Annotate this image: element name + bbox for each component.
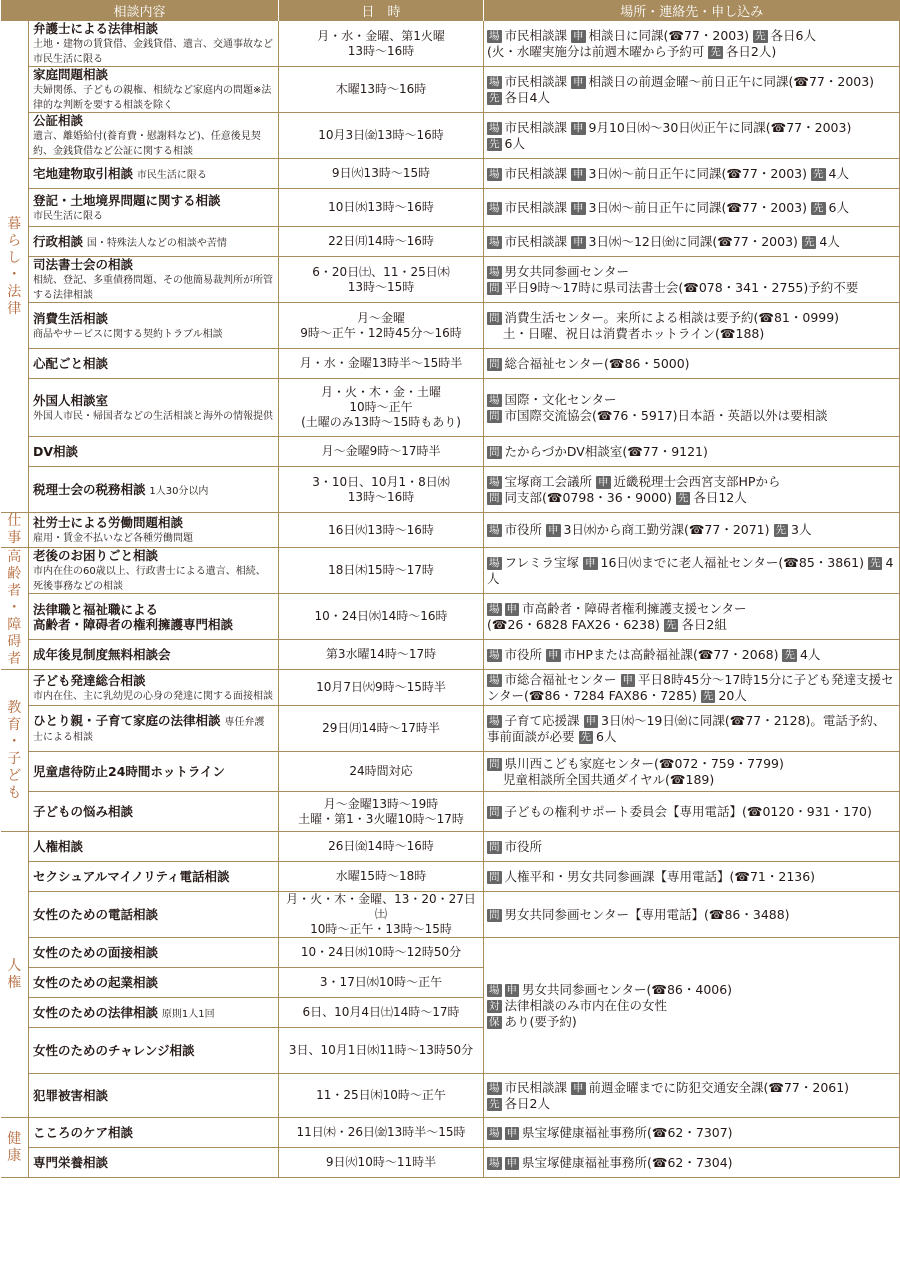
- place-cell: [484, 1074, 900, 1118]
- tag-toi: 問: [489, 445, 500, 458]
- place-text: 市民相談課: [504, 233, 568, 249]
- tag-toi: 問: [489, 409, 500, 422]
- tag-ba: 場: [489, 556, 500, 569]
- consultation-note: 原則1人1回: [161, 1008, 215, 1020]
- consultation-note: 市民生活に限る: [33, 210, 103, 222]
- tag-mo: 申: [506, 1156, 518, 1169]
- tag-mo: 申: [573, 75, 584, 88]
- tag-toi: 問: [489, 805, 500, 818]
- tag-sen: 先: [489, 1097, 500, 1110]
- consultation-name: 宅地建物取引相談: [33, 165, 134, 181]
- tag-sen: 先: [489, 137, 500, 150]
- schedule-cell: 月・水・金曜13時半～15時半: [279, 349, 484, 379]
- place-text: 消費生活センター。来所による相談は要予約(☎81・0999): [504, 309, 840, 325]
- consultation-cell: [29, 862, 279, 892]
- tag-mo: 申: [573, 1081, 584, 1094]
- place-text: 各日2組: [681, 616, 727, 632]
- tag-sen: 先: [813, 201, 824, 214]
- table-row: [1, 862, 900, 892]
- consultation-name: 税理士会の税務相談: [33, 481, 146, 497]
- place-cell: [484, 379, 900, 437]
- consultation-note: 夫婦関係、子どもの親権、相続など家庭内の問題※法律的な判断を要する相談を除く: [33, 85, 272, 111]
- place-cell: [484, 257, 900, 303]
- place-text: 4人: [819, 233, 840, 249]
- place-text: 男女共同参画センター【専用電話】(☎86・3488): [504, 906, 790, 922]
- place-text: 4人: [799, 646, 821, 662]
- place-text: 3人: [791, 522, 812, 537]
- consultation-name: 人権相談: [33, 839, 84, 854]
- table-row: [1, 832, 900, 862]
- tag-ba: 場: [489, 1081, 500, 1094]
- place-text: 9月10日㈬～30日㈫正午に同課(☎77・2003): [588, 119, 852, 135]
- schedule-cell: 10・24日㈬10時～12時50分: [279, 938, 484, 968]
- place-text: 各日12人: [693, 489, 747, 505]
- category-kyouiku: 教 育 ・ 子 ど も: [1, 670, 29, 832]
- schedule-cell: 3日、10月1日㈬11時～13時50分: [279, 1028, 484, 1074]
- table-row: [1, 349, 900, 379]
- category-jinken: 人 権: [1, 832, 29, 1118]
- tag-toi: 問: [489, 311, 500, 324]
- schedule-cell: 月～金曜 9時～正午・12時45分～16時: [279, 303, 484, 349]
- consultation-cell: [29, 640, 279, 670]
- tag-mo: 申: [548, 648, 559, 661]
- tag-sen: 先: [702, 689, 714, 702]
- consultation-note: 商品やサービスに関する契約トラブル相談: [33, 328, 223, 340]
- consultation-note: 土地・建物の賃貸借、金銭貸借、遺言、交通事故など市民生活に限る: [33, 39, 273, 65]
- consultation-name: 弁護士による法律相談: [33, 21, 159, 36]
- schedule-cell: 24時間対応: [279, 752, 484, 792]
- place-text: 6人: [828, 199, 849, 215]
- tag-ba: 場: [489, 602, 500, 615]
- consultation-cell: [29, 257, 279, 303]
- tag-mo: 申: [573, 121, 584, 134]
- place-text: (☎26・6828 FAX26・6238): [487, 616, 660, 632]
- schedule-cell: 月～金曜13時～19時 土曜・第1・3火曜10時～17時: [279, 792, 484, 832]
- place-cell: [484, 640, 900, 670]
- table-row: [1, 437, 900, 467]
- tag-mo: 申: [622, 673, 634, 686]
- place-cell: [484, 1118, 900, 1148]
- place-text: 市民相談課: [504, 27, 568, 43]
- place-text: 各日2人): [725, 43, 777, 59]
- schedule-cell: 22日㈪14時～16時: [279, 227, 484, 257]
- table-row: [1, 379, 900, 437]
- consultation-cell: [29, 706, 279, 752]
- table-row: [1, 640, 900, 670]
- consultation-cell: [29, 1148, 279, 1178]
- tag-sen: 先: [869, 556, 881, 569]
- schedule-cell: 月・水・金曜、第1火曜 13時～16時: [279, 21, 484, 67]
- consultation-name: 社労士による労働問題相談: [33, 515, 184, 530]
- table-row: [1, 1148, 900, 1178]
- consultation-name: 司法書士会の相談: [33, 257, 134, 272]
- place-text: 6人: [504, 135, 525, 151]
- place-text: (火・水曜実施分は前週木曜から予約可: [487, 43, 705, 59]
- tag-ba: 場: [489, 75, 500, 88]
- consultation-note: 専任弁護士による相談: [33, 717, 265, 743]
- tag-mo: 申: [573, 201, 584, 214]
- tag-sen: 先: [677, 491, 689, 504]
- consultation-name: 外国人相談室: [33, 392, 109, 408]
- tag-sen: 先: [813, 167, 824, 180]
- place-cell: [484, 21, 900, 67]
- tag-ba: 場: [489, 1126, 500, 1139]
- tag-mo: 申: [585, 556, 596, 569]
- tag-toi: 問: [489, 908, 500, 921]
- consultation-name: 子どもの悩み相談: [33, 804, 134, 819]
- place-text: 3日㈬～12日㈮に同課(☎77・2003): [588, 233, 798, 249]
- tag-ba: 場: [489, 235, 500, 248]
- place-cell: [484, 349, 900, 379]
- category-kenkou: 健 康: [1, 1118, 29, 1178]
- place-text: 男女共同参画センター: [504, 263, 630, 279]
- place-cell: [484, 670, 900, 706]
- place-text: 市役所: [504, 646, 543, 662]
- consultation-note: 市内在住、主に乳幼児の心身の発達に関する面接相談: [33, 690, 273, 702]
- tag-sen: 先: [580, 730, 592, 743]
- consultation-cell: [29, 792, 279, 832]
- place-text: 前週金曜までに防犯交通安全課(☎77・2061): [588, 1079, 850, 1095]
- place-cell: [484, 437, 900, 467]
- place-text: 県宝塚健康福祉事務所(☎62・7304): [522, 1154, 733, 1170]
- place-cell: [484, 706, 900, 752]
- consultation-note: 国・特殊法人などの相談や苦情: [86, 237, 227, 249]
- schedule-cell: 月～金曜9時～17時半: [279, 437, 484, 467]
- tag-ba: 場: [489, 393, 500, 406]
- place-text: 市民相談課: [504, 1079, 568, 1095]
- consultation-name: 女性のためのチャレンジ相談: [33, 1043, 195, 1058]
- consultation-cell: [29, 1074, 279, 1118]
- consultation-cell: [29, 227, 279, 257]
- place-text: フレミラ宝塚: [504, 554, 580, 570]
- tag-ba: 場: [489, 648, 500, 661]
- consultation-name: DV相談: [33, 444, 79, 459]
- consultation-name: 登記・土地境界問題に関する相談: [33, 192, 221, 208]
- consultation-name: 老後のお困りごと相談: [33, 548, 159, 563]
- place-cell: [484, 159, 900, 189]
- schedule-cell: 3・10日、10月1・8日㈬ 13時～16時: [279, 467, 484, 513]
- table-row: [1, 548, 900, 594]
- tag-ba: 場: [489, 201, 500, 214]
- tag-ba: 場: [489, 714, 500, 727]
- consultation-cell: [29, 159, 279, 189]
- consultation-note: 市内在住の60歳以上、行政書士による遺言、相続、死後事務などの相談: [33, 566, 266, 592]
- place-cell: [484, 594, 900, 640]
- consultation-name: 女性のための起業相談: [33, 975, 159, 990]
- consultation-note: 相続、登記、多重債務問題、その他簡易裁判所が所管する法律相談: [33, 275, 273, 301]
- table-row: [1, 892, 900, 938]
- table-row: [1, 67, 900, 113]
- schedule-cell: 26日㈮14時～16時: [279, 832, 484, 862]
- place-text: 近畿税理士会西宮支部HPから: [613, 473, 781, 489]
- tag-ba: 場: [489, 121, 500, 134]
- consultation-note: 外国人市民・帰国者などの生活相談と海外の情報提供: [33, 410, 273, 422]
- consultation-cell: [29, 303, 279, 349]
- tag-ba: 場: [489, 475, 500, 488]
- tag-sen: 先: [710, 45, 721, 58]
- consultation-name: 消費生活相談: [33, 310, 109, 326]
- place-text: 平日9時～17時に県司法書士会(☎078・341・2755)予約不要: [504, 279, 859, 295]
- table-row: [1, 938, 900, 968]
- consultation-name: 犯罪被害相談: [33, 1088, 109, 1103]
- consultation-name: 公証相談: [33, 113, 84, 128]
- consultation-name: ひとり親・子育て家庭の法律相談: [33, 713, 221, 728]
- consultation-name: セクシュアルマイノリティ電話相談: [33, 869, 230, 884]
- place-text: 3日㈬～前日正午に同課(☎77・2003): [588, 165, 808, 181]
- consultation-cell: [29, 1028, 279, 1074]
- place-text: 相談日に同課(☎77・2003): [588, 27, 750, 43]
- consultation-cell: [29, 670, 279, 706]
- tag-ba: 場: [489, 1156, 500, 1169]
- table-row: [1, 792, 900, 832]
- consultation-cell: [29, 513, 279, 548]
- tag-mo: 申: [573, 235, 584, 248]
- place-text: 同支部(☎0798・36・9000): [504, 489, 672, 505]
- tag-mo: 申: [506, 983, 518, 996]
- table-row: [1, 670, 900, 706]
- schedule-cell: 3・17日㈬10時～正午: [279, 968, 484, 998]
- consultation-name: 法律職と福祉職による: [33, 601, 159, 617]
- tag-toi: 問: [489, 281, 500, 294]
- table-row: [1, 1118, 900, 1148]
- place-cell: [484, 1148, 900, 1178]
- tag-ba: 場: [489, 524, 500, 536]
- tag-ho: 保: [489, 1015, 500, 1028]
- consultation-cell: [29, 67, 279, 113]
- place-text: 土・日曜、祝日は消費者ホットライン(☎188): [502, 325, 765, 341]
- table-row: [1, 1074, 900, 1118]
- consultation-cell: [29, 752, 279, 792]
- tag-mo: 申: [585, 714, 597, 727]
- place-text: 人権平和・男女共同参画課【専用電話】(☎71・2136): [504, 868, 816, 884]
- tag-sen: 先: [784, 648, 795, 661]
- consultation-name: 児童虐待防止24時間ホットライン: [33, 764, 226, 779]
- consultation-cell: [29, 548, 279, 594]
- place-text: 20人: [718, 687, 747, 703]
- place-text: 6人: [596, 728, 617, 744]
- table-row: [1, 303, 900, 349]
- consultation-cell: [29, 379, 279, 437]
- table-row: [1, 257, 900, 303]
- place-cell: [484, 113, 900, 159]
- table-row: [1, 467, 900, 513]
- header-place: 場所・連絡先・申し込み: [484, 0, 900, 21]
- schedule-cell: 10月3日㈮13時～16時: [279, 113, 484, 159]
- tag-ba: 場: [489, 167, 500, 180]
- place-text: 市HPまたは高齢福祉課(☎77・2068): [563, 646, 779, 662]
- consultation-name: 行政相談: [33, 233, 84, 249]
- header-datetime: 日 時: [279, 0, 484, 21]
- place-text: 各日6人: [770, 27, 816, 43]
- schedule-cell: 18日㈭15時～17時: [279, 548, 484, 594]
- consultation-name: 家庭問題相談: [33, 67, 109, 82]
- table-row: [1, 706, 900, 752]
- consultation-cell: [29, 467, 279, 513]
- place-text: 子どもの権利サポート委員会【専用電話】(☎0120・931・170): [504, 803, 872, 819]
- place-cell: [484, 862, 900, 892]
- schedule-cell: 10月7日㈫9時～15時半: [279, 670, 484, 706]
- tag-sen: 先: [775, 524, 786, 536]
- tag-mo: 申: [548, 524, 559, 536]
- place-text: 平日8時45分～17時15分に子ども発達支援センター(☎86・7284 FAX86・7285): [487, 671, 894, 703]
- place-text: 3日㈬～前日正午に同課(☎77・2003): [588, 199, 808, 215]
- consultation-cell: [29, 349, 279, 379]
- place-text: 市民相談課: [504, 199, 568, 215]
- consultation-cell: [29, 113, 279, 159]
- tag-toi: 問: [489, 757, 500, 770]
- place-cell: [484, 752, 900, 792]
- schedule-cell: 10・24日㈬14時～16時: [279, 594, 484, 640]
- schedule-cell: 6・20日㈯、11・25日㈭ 13時～15時: [279, 257, 484, 303]
- place-text: 県川西こども家庭センター(☎072・759・7799): [504, 755, 784, 771]
- place-text: 市役所: [504, 522, 543, 537]
- tag-mo: 申: [573, 167, 584, 180]
- place-cell: [484, 792, 900, 832]
- consultation-name: 女性のための電話相談: [33, 907, 159, 922]
- table-row: [1, 513, 900, 548]
- category-shigoto: 仕 事: [1, 513, 29, 548]
- table-row: [1, 113, 900, 159]
- place-text: 4人: [828, 165, 849, 181]
- place-text: 市民相談課: [504, 165, 568, 181]
- schedule-cell: 木曜13時～16時: [279, 67, 484, 113]
- table-row: [1, 227, 900, 257]
- table-row: [1, 189, 900, 227]
- schedule-cell: 11日㈭・26日㈮13時半～15時: [279, 1118, 484, 1148]
- schedule-cell: 29日㈪14時～17時半: [279, 706, 484, 752]
- consultation-cell: [29, 832, 279, 862]
- place-cell: [484, 832, 900, 862]
- tag-ba: 場: [489, 265, 500, 278]
- consultation-name: 成年後見制度無料相談会: [33, 647, 171, 662]
- consultation-cell: [29, 892, 279, 938]
- schedule-cell: 9日㈫13時～15時: [279, 159, 484, 189]
- consultation-cell: [29, 968, 279, 998]
- consultation-cell: [29, 189, 279, 227]
- place-text: 児童相談所全国共通ダイヤル(☎189): [502, 771, 715, 787]
- consultation-name: 女性のための面接相談: [33, 945, 159, 960]
- tag-sen: 先: [665, 618, 677, 631]
- schedule-cell: 11・25日㈭10時～正午: [279, 1074, 484, 1118]
- place-cell: [484, 513, 900, 548]
- place-text: 市民相談課: [504, 73, 568, 89]
- tag-mo: 申: [506, 1126, 518, 1139]
- consultation-name: 女性のための法律相談: [33, 1004, 159, 1020]
- consultation-cell: [29, 938, 279, 968]
- tag-sen: 先: [803, 235, 815, 248]
- schedule-cell: 水曜15時～18時: [279, 862, 484, 892]
- schedule-cell: 16日㈫13時～16時: [279, 513, 484, 548]
- consultation-cell: [29, 594, 279, 640]
- tag-sen: 先: [489, 91, 500, 104]
- consultation-cell: [29, 1118, 279, 1148]
- table-header: [1, 0, 900, 21]
- consultation-name: こころのケア相談: [33, 1125, 134, 1140]
- consultation-name: 心配ごと相談: [33, 356, 109, 371]
- place-cell: [484, 227, 900, 257]
- tag-sen: 先: [755, 29, 766, 42]
- schedule-cell: 10日㈬13時～16時: [279, 189, 484, 227]
- consultation-cell: [29, 998, 279, 1028]
- table-row: [1, 752, 900, 792]
- consultation-note: 雇用・賃金不払いなど各種労働問題: [33, 533, 193, 544]
- place-text: 市国際交流協会(☎76・5917)日本語・英語以外は要相談: [504, 407, 828, 423]
- place-text: 子育て応援課: [504, 712, 580, 728]
- consultation-note: 遺言、離婚給付(養育費・慰謝料など)、任意後見契約、金銭貸借など公証に関する相談: [33, 131, 261, 157]
- place-cell: [484, 67, 900, 113]
- tag-ba: 場: [489, 673, 500, 686]
- schedule-cell: 第3水曜14時～17時: [279, 640, 484, 670]
- tag-toi: 問: [489, 870, 500, 883]
- place-text: 相談日の前週金曜～前日正午に同課(☎77・2003): [588, 73, 875, 89]
- consultation-name: 子ども発達総合相談: [33, 672, 146, 688]
- place-text: たからづかDV相談室(☎77・9121): [504, 443, 708, 459]
- place-cell: [484, 303, 900, 349]
- tag-mo: 申: [573, 29, 584, 42]
- table-row: [1, 21, 900, 67]
- tag-ba: 場: [489, 983, 500, 996]
- category-koureisha: 高 齢 者 ・ 障 碍 者: [1, 548, 29, 670]
- place-cell: [484, 548, 900, 594]
- place-cell: [484, 892, 900, 938]
- place-text: 市総合福祉センター: [504, 671, 617, 687]
- tag-ba: 場: [489, 29, 500, 42]
- tag-mo: 申: [506, 602, 518, 615]
- place-text: 16日㈫までに老人福祉センター(☎85・3861): [600, 554, 864, 570]
- place-cell: [484, 467, 900, 513]
- schedule-cell: 月・火・木・金曜、13・20・27日㈯ 10時～正午・13時～15時: [279, 892, 484, 938]
- category-kurashi: 暮 ら し ・ 法 律: [1, 21, 29, 513]
- place-text: 各日2人: [504, 1095, 550, 1111]
- place-text: 宝塚商工会議所: [504, 473, 593, 489]
- consultation-name-2: 高齢者・障碍者の権利擁護専門相談: [33, 616, 234, 632]
- tag-mo: 申: [598, 475, 609, 488]
- tag-toi: 問: [489, 357, 500, 370]
- schedule-cell: 9日㈫10時～11時半: [279, 1148, 484, 1178]
- place-text: 各日4人: [504, 89, 550, 105]
- consultation-note: 市民生活に限る: [136, 169, 207, 181]
- place-text: 県宝塚健康福祉事務所(☎62・7307): [522, 1124, 733, 1140]
- place-text: 4人: [487, 554, 894, 586]
- place-text: 3日㈬から商工勤労課(☎77・2071): [563, 522, 770, 537]
- place-text: 市民相談課: [504, 119, 568, 135]
- table-row: [1, 594, 900, 640]
- schedule-cell: 6日、10月4日㈯14時～17時: [279, 998, 484, 1028]
- header-content: 相談内容: [1, 0, 279, 21]
- place-cell: [484, 189, 900, 227]
- consultation-name: 専門栄養相談: [33, 1155, 109, 1170]
- consultation-note: 1人30分以内: [149, 485, 209, 497]
- place-text: 総合福祉センター(☎86・5000): [504, 355, 690, 371]
- tag-tai: 対: [489, 999, 500, 1012]
- schedule-cell: 月・火・木・金・土曜 10時～正午 (土曜のみ13時～15時もあり): [279, 379, 484, 437]
- tag-toi: 問: [489, 491, 500, 504]
- tag-toi: 問: [489, 840, 500, 853]
- place-text: 3日㈬～19日㈮に同課(☎77・2128)。電話予約、事前面談が必要: [487, 712, 886, 744]
- consultation-cell: [29, 21, 279, 67]
- place-text: 市高齢者・障碍者権利擁護支援センター: [522, 600, 747, 616]
- place-cell-women: 場 申 男女共同参画センター(☎86・4006) 対 法律相談のみ市内在住の女性 保 あり(要予約): [484, 938, 900, 1074]
- place-text: 市役所: [504, 838, 543, 854]
- table-row: [1, 159, 900, 189]
- consultation-cell: [29, 437, 279, 467]
- place-text: 国際・文化センター: [504, 391, 617, 407]
